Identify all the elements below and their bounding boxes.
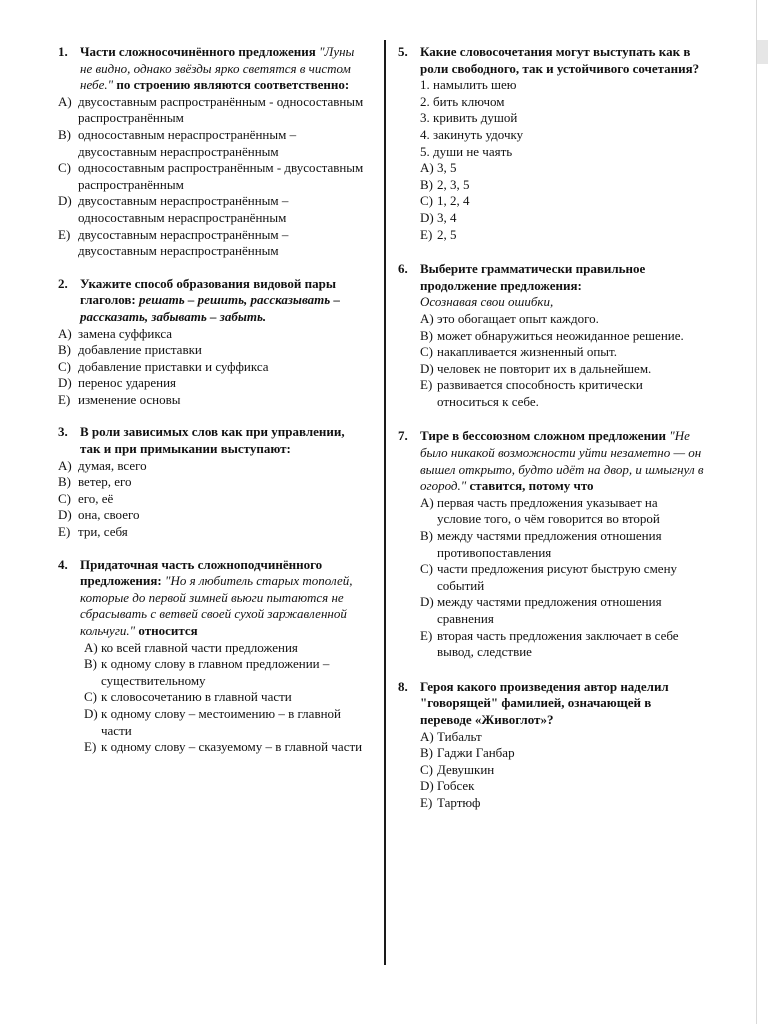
question-number: 1. — [58, 44, 68, 59]
question-prompt: Героя какого произведения автор наделил "говорящей" фамилией, означающей в переводе «Живоглот»? — [420, 678, 669, 727]
answer-option-e[interactable]: E) двусоставным нераспространённым – двусоставным нераспространённым — [58, 226, 289, 259]
question-number: 2. — [58, 275, 68, 291]
question-number: 3. — [58, 424, 68, 440]
answer-option-b[interactable]: B) может обнаружиться неожиданное решение. — [420, 327, 684, 343]
list-item: 1. намылить шею — [420, 77, 517, 93]
list-item: 2. бить ключом — [420, 93, 505, 109]
phrase-list — [420, 77, 704, 160]
answer-options — [420, 729, 704, 812]
answer-option-a[interactable]: A) двусоставным распространённым - односоставным распространённым — [58, 93, 364, 126]
page-edge — [756, 0, 757, 1024]
answer-option-b[interactable]: B) ветер, его — [58, 474, 132, 490]
question-prompt: Тире в бессоюзном сложном предложении "Не было никакой возможности уйти незаметно — он вышел открыто, будто идёт на двор, и шмыгнул в огород." ставится, потому что — [420, 428, 704, 494]
answer-option-d[interactable]: D) Гобсек — [420, 778, 475, 794]
answer-option-a[interactable]: A) 3, 5 — [420, 160, 457, 176]
question-prompt: Придаточная часть сложноподчинённого предложения: "Но я любитель старых тополей, которые до первой зимней вьюги пытаются не сбрасывать с ветвей своей сухой заржавленной кольчуги." относится — [80, 556, 353, 638]
answer-options — [58, 326, 364, 409]
answer-option-a[interactable]: A) первая часть предложения указывает на условие того, о чём говорится во второй — [420, 494, 660, 527]
answer-option-e[interactable]: E) развивается способность критически относиться к себе. — [420, 377, 643, 409]
left-column — [58, 44, 364, 756]
question-number: 8. — [398, 678, 408, 694]
column-divider — [384, 40, 386, 965]
answer-options — [420, 495, 704, 661]
answer-options — [420, 311, 704, 411]
question-quote: решать – решить, рассказывать – рассказать, забывать – забыть. — [80, 292, 340, 324]
answer-option-a[interactable]: A) это обогащает опыт каждого. — [420, 310, 599, 326]
answer-option-e[interactable]: E) к одному слову – сказуемому – в главной части — [84, 739, 363, 755]
answer-option-d[interactable]: D) к одному слову – местоимению – в главной части — [84, 705, 341, 738]
question-quote: "Не было никакой возможности уйти незаметно — он вышел открыто, будто идёт на двор, и шмыгнул в огород." — [420, 428, 704, 494]
question-8 — [398, 679, 704, 812]
answer-option-c[interactable]: C) односоставным распространённым - двусоставным распространённым — [58, 160, 364, 192]
answer-option-b[interactable]: B) Гаджи Ганбар — [420, 745, 515, 761]
answer-option-e[interactable]: E) три, себя — [58, 524, 128, 540]
answer-option-b[interactable]: B) добавление приставки — [58, 342, 202, 358]
question-4 — [58, 557, 364, 756]
answer-option-c[interactable]: C) накапливается жизненный опыт. — [420, 344, 617, 360]
question-quote: "Луны не видно, однако звёзды ярко светятся в чистом небе." — [80, 44, 355, 93]
answer-option-d[interactable]: D) она, своего — [58, 507, 140, 523]
answer-options — [420, 160, 704, 243]
question-6 — [398, 261, 704, 410]
answer-options — [80, 640, 364, 756]
question-prompt: Укажите способ образования видовой пары глаголов: решать – решить, рассказывать – рассказать, забывать – забыть. — [80, 275, 340, 324]
question-number: 6. — [398, 261, 408, 277]
question-prompt: Части сложносочинённого предложения "Луны не видно, однако звёзды ярко светятся в чистом небе." по строению являются соответственно: — [80, 44, 355, 93]
right-column — [398, 44, 704, 812]
answer-option-b[interactable]: B) 2, 3, 5 — [420, 176, 470, 192]
question-number: 7. — [398, 428, 408, 444]
answer-option-a[interactable]: A) думая, всего — [58, 457, 147, 473]
answer-option-c[interactable]: C) Девушкин — [420, 761, 495, 777]
answer-option-a[interactable]: A) Тибальт — [420, 728, 482, 744]
question-quote: Осознавая свои ошибки, — [420, 294, 554, 310]
question-prompt: Выберите грамматически правильное продолжение предложения: — [420, 261, 646, 293]
answer-option-a[interactable]: A) замена суффикса — [58, 325, 173, 341]
answer-option-e[interactable]: E) изменение основы — [58, 391, 181, 407]
question-number: 4. — [58, 556, 68, 572]
answer-option-d[interactable]: D) 3, 4 — [420, 209, 457, 225]
list-item: 4. закинуть удочку — [420, 126, 524, 142]
answer-option-b[interactable]: B) между частями предложения отношения противопоставления — [420, 528, 662, 560]
question-7 — [398, 428, 704, 660]
question-number: 5. — [398, 44, 408, 59]
question-2 — [58, 276, 364, 409]
question-prompt: В роли зависимых слов как при управлении, так и при примыкании выступают: — [80, 424, 345, 457]
answer-options — [58, 94, 364, 260]
answer-options — [58, 458, 364, 541]
question-prompt: Какие словосочетания могут выступать как в роли свободного, так и устойчивого сочетания? — [420, 44, 700, 76]
question-quote: "Но я любитель старых тополей, которые до первой зимней вьюги пытаются не сбрасывать с ветвей своей сухой заржавленной кольчуги." — [80, 573, 353, 638]
answer-option-d[interactable]: D) двусоставным нераспространённым – односоставным нераспространённым — [58, 193, 289, 225]
answer-option-b[interactable]: B) односоставным нераспространённым – двусоставным нераспространённым — [58, 126, 297, 159]
answer-option-e[interactable]: E) 2, 5 — [420, 226, 457, 242]
answer-option-d[interactable]: D) перенос ударения — [58, 375, 177, 391]
answer-option-c[interactable]: C) добавление приставки и суффикса — [58, 358, 269, 374]
question-5 — [398, 44, 704, 243]
answer-option-c[interactable]: C) его, её — [58, 490, 114, 506]
answer-option-d[interactable]: D) человек не повторит их в дальнейшем. — [420, 360, 652, 376]
answer-option-c[interactable]: C) части предложения рисуют быструю смену событий — [420, 561, 678, 593]
question-1 — [58, 44, 364, 260]
answer-option-c[interactable]: C) 1, 2, 4 — [420, 193, 470, 209]
answer-option-b[interactable]: B) к одному слову в главном предложении – существительному — [84, 656, 330, 688]
answer-option-c[interactable]: C) к словосочетанию в главной части — [84, 689, 292, 705]
answer-option-e[interactable]: E) вторая часть предложения заключает в себе вывод, следствие — [420, 627, 679, 660]
answer-option-d[interactable]: D) между частями предложения отношения сравнения — [420, 594, 662, 626]
list-item: 3. кривить душой — [420, 110, 518, 126]
page-corner-shadow — [757, 40, 768, 64]
list-item: 5. души не чаять — [420, 143, 513, 159]
answer-option-e[interactable]: E) Тартюф — [420, 794, 481, 810]
question-3 — [58, 424, 364, 540]
answer-option-a[interactable]: A) ко всей главной части предложения — [84, 639, 298, 655]
